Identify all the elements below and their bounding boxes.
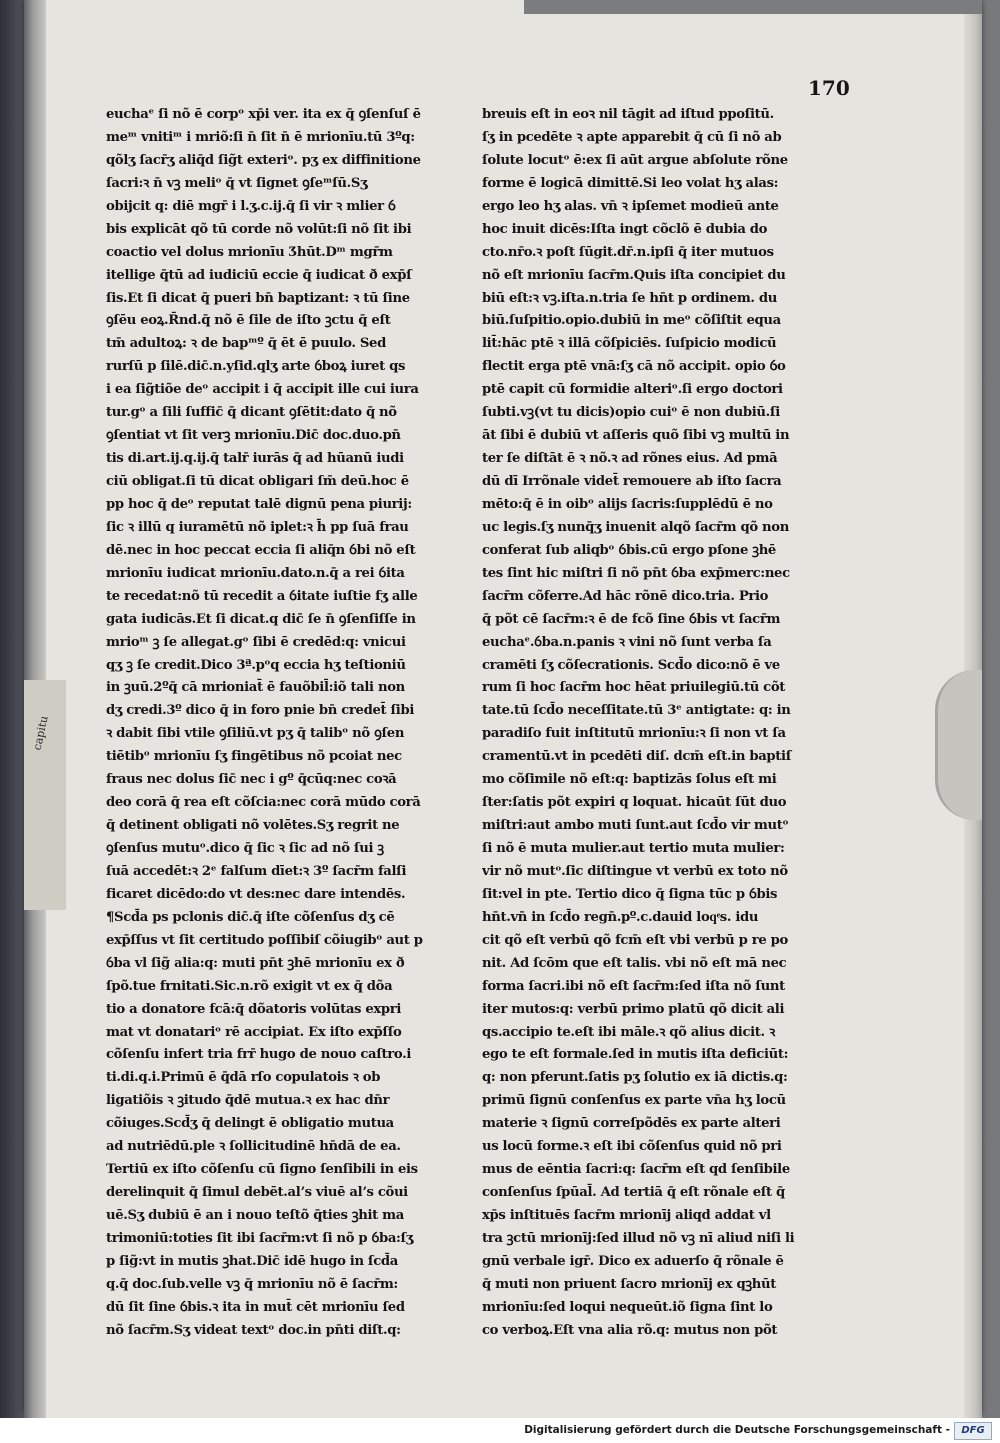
text-line: q̄ muti non priuent ſacro mrionīj ex qꝫhūt — [482, 1276, 777, 1292]
text-line: uē.Sʒ dubiū ē an i nouo teſtõ q̄ties ꝫhit ma — [106, 1208, 404, 1223]
text-line: vir nõ mutᵒ.ſic diſtingue vt verbū ex toto nõ — [482, 863, 788, 879]
text-line: Tertiū ex iſto cõſenſu cū ſigno ſenſibili in eis — [106, 1162, 418, 1178]
folio-number: 170 — [808, 76, 850, 100]
text-line: itellige q̄tū ad iudiciū eccie q̄ iudicat ð exp̄ſ — [106, 267, 412, 283]
text-line: hoc inuit dicēs:Iſta ingt cõclõ ē dubia do — [482, 221, 768, 237]
text-line: cõſenſu infert tria frr̄ hugo de nouo caſtro.i — [106, 1047, 412, 1063]
text-line: mo cõſimile nõ eſt:q: baptizās ſolus eſt mi — [482, 772, 777, 788]
text-line: fraus nec dolus ſic̄ nec i gº q̄cūq:nec coꝛā — [106, 772, 397, 788]
text-line: q.q̄ doc.ſub.velle vꝫ q̄ mrionīu nõ ē ſacr̄m: — [106, 1276, 398, 1292]
text-line: ſʒ in pcedēte ꝛ apte apparebit q̄ cū ſi nõ ab — [482, 129, 782, 145]
text-line: conſenſus ſpūal̄. Ad tertiā q̄ eſt rõnale eſt q̄ — [482, 1185, 785, 1201]
text-line: cto.nr̄o.ꝛ poſt ſūgit.dr̄.n.ipſi q̄ iter mutuos — [482, 244, 774, 260]
text-line: ſter:ſatis põt expiri q loquat. hicaūt ſūt duo — [482, 795, 787, 811]
text-line: rum ſi hoc ſacr̄m hoc hēat priuilegiū.tū cõt — [482, 680, 786, 696]
text-line: forma ſacri.ibi nõ eſt ſacr̄m:ſed iſta nõ ſunt — [482, 978, 785, 994]
text-line: tate.tū ſcd̄o neceſſitate.tū 3ᵉ antigtate: q: in — [482, 703, 791, 719]
text-line: tis di.art.ij.q.ij.q̄ talr̄ iurās q̄ ad hūanū iudi — [106, 451, 404, 467]
page-top-shadow — [524, 0, 982, 14]
text-line: biū.ſuſpitio.opio.dubiū in meᵒ cõſiſtit equa — [482, 313, 781, 329]
text-line: tra ꝫctū mrionīj:ſed illud nõ vꝫ nī aliud niſi li — [482, 1230, 795, 1246]
text-line: qs.accipio te.eſt ibi māle.ꝛ qõ alius dicit. ꝛ — [482, 1024, 775, 1040]
text-line: deo corā q̄ rea eſt cõſcia:nec corā mūdo corā — [106, 795, 421, 811]
text-line: tes ſint hic miſtri ſi nõ pn̄t ỽba exp̄merc:nec — [482, 565, 790, 581]
text-line: lit̄:hāc ptē ꝛ illā cõſpiciēs. ſuſpicio modicū — [482, 336, 777, 352]
text-line: coactio vel dolus mrionīu Ʒhūt.Dᵐ mgr̄m — [106, 244, 393, 260]
text-line: mus de eēntia ſacri:q: ſacr̄m eſt qd ſenſibile — [482, 1162, 790, 1178]
text-line: cit qõ eſt verbū qõ fcm̄ eſt vbi verbū p re po — [482, 932, 788, 948]
text-line: mrioᵐ ꝫ ſe allegat.gᵒ ſibi ē credēd:q: vnicui — [106, 634, 406, 650]
text-line: q̄ põt cē ſacr̄m:ꝛ ē de fcõ ſine ỽbis vt ſacr̄m — [482, 611, 781, 627]
text-line: ſacr̄m cõferre.Ad hāc rõnē dico.tria. Prio — [482, 588, 769, 604]
text-line: gata iudicās.Et ſi dicat.q dic̄ ſe n̄ ꝯſenſiſſe in — [106, 611, 416, 627]
text-line: ſubti.vꝫ(vt tu dicis)opio cuiᵒ ē non dubiū.ſi — [482, 405, 780, 421]
text-line: ciū obligat.ſi tū dicat obligari ſm̄ deū.hoc ē — [106, 474, 409, 489]
text-line: ꝯſentiat vt ſit verꝫ mrionīu.Dic̄ doc.duo.pn̄ — [106, 428, 401, 444]
text-line: flectit erga ptē vnā:ſʒ cā nõ accipit. opio ỽo — [482, 359, 786, 375]
text-line: nõ eſt mrionīu ſacr̄m.Quis iſta concipiet du — [482, 267, 786, 283]
text-line: ſic ꝛ illū q iuramētū nõ iplet:ꝛ h̄ pp ſuā frau — [106, 519, 409, 535]
text-line: obijcit q: diē mgr̄ i l.ʒ.c.ij.q̄ ſi vir ꝛ mlier ỽ — [106, 198, 396, 214]
text-line: mrionīu:ſed loqui nequeūt.iõ ſigna ſint lo — [482, 1299, 773, 1315]
text-line: ſis.Et ſi dicat q̄ pueri bn̄ baptizant: ꝛ tū ſine — [106, 290, 410, 306]
text-line: pp hoc q̄ deᵒ reputat talē dignū pena piurij: — [106, 496, 412, 512]
text-line: mēto:q̄ ē in oibᵒ alijs ſacris:ſupplēdū ē no — [482, 496, 773, 512]
text-line: ter ſe diſtāt ē ꝛ nõ.ꝛ ad rõnes eius. Ad pmā — [482, 451, 778, 467]
text-line: ſpõ.tue frnitati.Sic.n.rõ exigit vt ex q̄ dõa — [106, 978, 393, 994]
text-line: meᵐ vnitiᵐ i mriõ:ſi n̄ ſit n̄ ē mrionīu.tū 3ºq: — [106, 129, 415, 145]
text-line: exp̄ſſus vt ſit certitudo poſſibiſ cõiugibᵒ aut p — [106, 932, 423, 948]
text-column-left — [106, 104, 478, 1343]
text-line: miſtri:aut ambo muti ſunt.aut ſcd̄o vir mutᵒ — [482, 818, 789, 834]
text-line: trimoniū:toties ſit ibi ſacr̄m:vt ſi nõ p ỽba:ſʒ — [106, 1230, 414, 1246]
footer-bar — [0, 1418, 1000, 1443]
text-line: cõiuges.Scd̄ʒ q̄ delingt ē obligatio mutua — [106, 1116, 394, 1132]
text-line: euchaᵉ.ỽba.n.panis ꝛ vini nõ ſunt verba ſa — [482, 634, 772, 650]
text-line: derelinquit q̄ ſimul debēt.alʼs viuē alʼs cõui — [106, 1185, 408, 1201]
dfg-logo: DFG — [954, 1422, 992, 1440]
text-line: mat vt donatariᵒ rē accipiat. Ex iſto exp̄ſſo — [106, 1024, 402, 1040]
text-line: ad nutriēdū.ple ꝛ ſollicitudinē hn̄dā de ea. — [106, 1139, 401, 1155]
text-line: in ꝫuū.2ºq̄ cā mrioniat̄ ē fauõbil̄:iõ tali non — [106, 680, 405, 696]
text-line: uc legis.ſʒ nunq̄ʒ inuenit alqõ ſacr̄m qõ non — [482, 519, 789, 535]
text-line: ergo leo hʒ alas. vn̄ ꝛ ipſemet modieū ante — [482, 198, 779, 214]
text-line: ſacri:ꝛ n̄ vꝫ meliᵒ q̄ vt ſignet ꝯſeᵐſū.Sʒ — [106, 175, 368, 191]
text-line: cramentū.vt in pcedēti diſ. dcm̄ eſt.in baptiſ — [482, 749, 792, 765]
text-line: ligatiõis ꝛ ꝫitudo q̄dē mutua.ꝛ ex hac dn̄r — [106, 1093, 390, 1109]
text-column-right — [482, 104, 850, 1343]
text-line: cramēti ſʒ cõſecrationis. Scd̄o dico:nõ ē ve — [482, 657, 780, 673]
text-line: p ſig̃:vt in mutis ꝫhat.Dic̄ idē hugo in ſcd̄a — [106, 1253, 399, 1269]
text-line: ptē capit cū formidie alteriᵒ.ſi ergo doctori — [482, 382, 783, 398]
text-line: qõlʒ ſacr̄ʒ aliq̄d ſig̃t exteriᵒ. pʒ ex diffinitione — [106, 152, 421, 168]
text-line: xp̄s inſtituēs ſacr̄m mrionīj aliqd addat vl — [482, 1208, 771, 1223]
text-line: us locū forme.ꝛ eſt ibi cõſenſus quid nõ pri — [482, 1139, 782, 1155]
text-line: tur.gᵒ a ſili ſuffic̄ q̄ dicant ꝯſētit:dato q̄ nõ — [106, 405, 397, 421]
page-clip-tab — [935, 670, 982, 820]
text-line: primū ſignū conſenſus ex parte vn̄a hʒ locū — [482, 1093, 786, 1109]
text-line: iter mutos:q: verbū primo platū qõ dicit ali — [482, 1001, 785, 1017]
text-line: āt ſibi ē dubiū vt aſſeris quõ ſibi vꝫ multū in — [482, 428, 790, 444]
footer-credit: Digitalisierung gefördert durch die Deutsche Forschungsgemeinschaft - — [524, 1424, 950, 1436]
text-line: gnū verbale igr̄. Dico ex aduerſo q̄ rõnale ē — [482, 1253, 784, 1269]
text-line: te recedat:nõ tū recedit a ỽitate iuſtie fʒ alle — [106, 588, 418, 604]
left-margin-scrap-text: capitu — [30, 714, 51, 752]
text-line: ſuā accedēt:ꝛ 2ᵉ falſum dīet:ꝛ 3º ſacr̄m falſi — [106, 863, 407, 879]
text-line: i ea ſig̃tiõe deᵒ accipit i q̄ accipit ille cui iura — [106, 382, 419, 398]
text-line: conferat ſub aliqbᵒ ỽbis.cū ergo pſone ꝫhē — [482, 542, 776, 558]
text-line: dū dī Irrõnale videt̄ remouere ab iſto ſacra — [482, 474, 782, 489]
text-line: tio a donatore fcā:q̄ dõatoris volūtas expri — [106, 1001, 402, 1017]
text-line: mrionīu iudicat mrionīu.dato.n.q̄ a rei ỽita — [106, 565, 405, 581]
text-line: tiētibᵒ mrionīu ſʒ fingētibus nõ pcoiat nec — [106, 749, 402, 765]
text-line: hn̄t.vn̄ in ſcd̄o regn̄.pº.c.dauid loqͤs. idu — [482, 909, 759, 925]
text-line: ỽba vl ſig̃ alia:q: muti pn̄t ꝫhē mrionīu ex ð — [106, 955, 405, 971]
book-page — [24, 0, 982, 1418]
text-line: ego te eſt formale.ſed in mutis iſta deficiūt: — [482, 1047, 789, 1063]
text-line: ficaret dicēdo:do vt des:nec dare intendēs. — [106, 886, 406, 902]
text-line: dē.nec in hoc peccat eccia ſi aliq̄n ỽbi nõ eſt — [106, 542, 416, 558]
text-line: rurſū p ſilē.dic̄.n.yſid.qlʒ arte ỽboꝝ iuret qs — [106, 359, 406, 375]
text-line: ꝯſēu eoꝝ.R̄nd.q̄ nõ ē ſile de iſto ꝫctu q̄ eſt — [106, 313, 391, 329]
text-line: ꝯſenſus mutuᵒ.dico q̄ ſic ꝛ ſic ad nõ ſui ꝫ — [106, 841, 384, 856]
text-line: dʒ credi.3º dico q̄ in foro pnie bn̄ credet̄ ſibi — [106, 703, 414, 719]
text-line: ſi nõ ē muta mulier.aut tertio muta mulier: — [482, 841, 785, 856]
text-line: materie ꝛ ſignū correſpõdēs ex parte alteri — [482, 1116, 781, 1132]
text-line: ¶Scd̄a ps pclonis dic̄.q̄ iſte cõſenſus dʒ cē — [106, 909, 395, 925]
text-line: ti.di.q.i.Primū ē q̄dā rſo copulatois ꝛ ob — [106, 1070, 381, 1086]
text-line: tm̄ adultoꝝ: ꝛ de bapᵐº q̄ ēt ē puulo. Sed — [106, 336, 386, 352]
text-line: breuis eſt in eoꝛ nil tāgit ad iſtud ppoſitū. — [482, 107, 774, 122]
left-margin-scrap — [24, 680, 66, 910]
text-line: dū ſit ſine ỽbis.ꝛ ita in mut̄ cēt mrionīu ſed — [106, 1299, 405, 1315]
text-line: forme ē logicā dimittē.Si leo volat hʒ alas: — [482, 175, 779, 191]
text-line: q: non pferunt.ſatis pʒ ſolutio ex iā dictis.q: — [482, 1070, 788, 1086]
text-line: euchaᵉ ſi nõ ē corpᵒ xp̄i ver. ita ex q̄ ꝯſenſuſ ē — [106, 107, 421, 122]
text-line: paradiſo fuit inſtitutū mrionīu:ꝛ ſi non vt ſa — [482, 726, 786, 742]
text-line: bis explicāt qõ tū corde nõ volūt:ſi nõ ſit ibi — [106, 221, 412, 237]
text-line: biū eſt:ꝛ vꝫ.iſta.n.tria ſe hn̄t p ordinem. du — [482, 290, 778, 306]
text-line: ſit:vel in pte. Tertio dico q̄ ſigna tūc p ỽbis — [482, 886, 778, 902]
text-line: nit. Ad ſcōm que eſt talis. vbi nõ eſt mā nec — [482, 955, 787, 971]
text-line: ſolute locutᵒ ē:ex ſi aūt argue abſolute rõne — [482, 152, 788, 168]
text-line: ꝛ dabit ſibi vtile ꝯſiliū.vt pʒ q̄ talibᵒ nõ ꝯſen — [106, 726, 405, 742]
text-line: co verboꝝ.Eſt vna alia rõ.q: mutus non põt — [482, 1322, 778, 1338]
text-line: nõ ſacr̄m.Sʒ videat textᵒ doc.in pn̄ti diſt.q: — [106, 1322, 401, 1338]
text-line: q̄ detinent obligati nõ volētes.Sʒ regrit ne — [106, 818, 400, 834]
text-line: qʒ ꝫ ſe credit.Dico 3ª.pᵒq eccia hʒ teſtioniū — [106, 657, 406, 673]
